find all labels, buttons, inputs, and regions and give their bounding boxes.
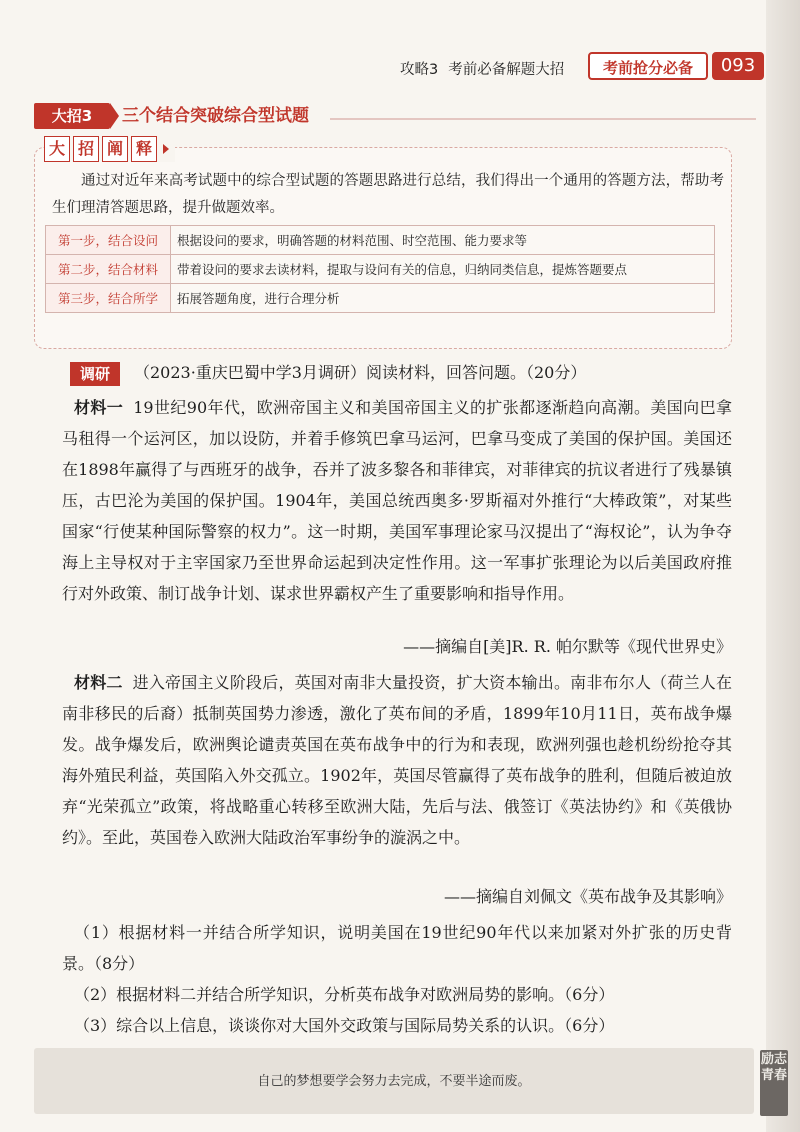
page-number: 093 [712,52,764,80]
research-badge: 调研 [70,362,120,386]
heading-char: 招 [73,136,99,162]
step-description: 根据设问的要求，明确答题的材料范围、时空范围、能力要求等 [171,226,715,255]
header-section: 攻略3 [400,62,439,78]
footer-quote: 自己的梦想要学会努力去完成，不要半途而废。 [257,1074,531,1089]
heading-char: 释 [131,136,157,162]
material-one [62,392,732,609]
question-item: （3）综合以上信息，谈谈你对大国外交政策与国际局势关系的认识。（6分） [74,1016,615,1035]
table-row [46,284,715,313]
material-two [62,667,732,853]
material-one-label: 材料一 [74,398,124,417]
page-title: 三个结合突破综合型试题 [122,106,309,126]
question-item: （1）根据材料一并结合所学知识，说明美国在19世纪90年代以来加紧对外扩张的历史背景。（8分） [62,923,732,973]
material-two-source: ——摘编自刘佩文《英布战争及其影响》 [443,887,732,906]
heading-char: 阐 [102,136,128,162]
material-two-label: 材料二 [74,673,123,692]
title-arrow-icon [110,103,119,129]
material-one-source: ——摘编自[美]R. R. 帕尔默等《现代世界史》 [403,637,732,656]
material-one-text: 19世纪90年代，欧洲帝国主义和美国帝国主义的扩张都逐渐趋向高潮。美国向巴拿马租得一个运河区，加以设防，并着手修筑巴拿马运河，巴拿马变成了美国的保护国。美国还在1898年赢得了与西班牙的战争，吞并了波多黎各和菲律宾，对菲律宾的抗议者进行了残暴镇压，古巴沦为美国的保护国。1904年，美国总统西奥多·罗斯福对外推行“大棒政策”，对某些国家“行使某种国际警察的权力”。这一时期，美国军事理论家马汉提出了“海权论”，认为争夺海上主导权对于主宰国家乃至世界命运起到决定性作用。这一军事扩张理论为以后美国政府推行对外政策、制订战争计划、谋求世界霸权产生了重要影响和指导作用。 [62,398,732,603]
explanation-intro: 通过对近年来高考试题中的综合型试题的答题思路进行总结，我们得出一个通用的答题方法，帮助考生们理清答题思路，提升做题效率。 [52,173,724,216]
title-badge: 大招3 [34,103,110,129]
table-row [46,226,715,255]
material-two-text: 进入帝国主义阶段后，英国对南非大量投资，扩大资本输出。南非布尔人（荷兰人在南非移民的后裔）抵制英国势力渗透，激化了英布间的矛盾，1899年10月11日，英布战争爆发。战争爆发后，欧洲舆论谴责英国在英布战争中的行为和表现，欧洲列强也趁机纷纷抢夺其海外殖民利益，英国陷入外交孤立。1902年，英国尽管赢得了英布战争的胜利，但随后被迫放弃“光荣孤立”政策，将战略重心转移至欧洲大陆，先后与法、俄签订《英法协约》和《英俄协约》。至此，英国卷入欧洲大陆政治军事纷争的漩涡之中。 [62,673,732,847]
heading-arrow-icon [163,144,169,154]
step-label: 第二步，结合材料 [46,255,171,284]
step-label: 第一步，结合设问 [46,226,171,255]
table-row [46,255,715,284]
running-header [400,58,564,79]
step-label: 第三步，结合所学 [46,284,171,313]
question-heading: （2023·重庆巴蜀中学3月调研）阅读材料，回答问题。（20分） [134,363,587,382]
header-tag: 考前抢分必备 [588,52,708,80]
header-section-title: 考前必备解题大招 [448,62,565,78]
step-description: 拓展答题角度，进行合理分析 [171,284,715,313]
explanation-heading [44,136,175,162]
footer-badge: 励志青春 [760,1050,788,1116]
step-description: 带着设问的要求去读材料，提取与设问有关的信息，归纳同类信息，提炼答题要点 [171,255,715,284]
footer-band [34,1048,754,1114]
steps-table [45,225,715,313]
heading-char: 大 [44,136,70,162]
title-divider [330,118,756,120]
page-binding-shadow [766,0,800,1132]
question-item: （2）根据材料二并结合所学知识，分析英布战争对欧洲局势的影响。（6分） [74,985,615,1004]
